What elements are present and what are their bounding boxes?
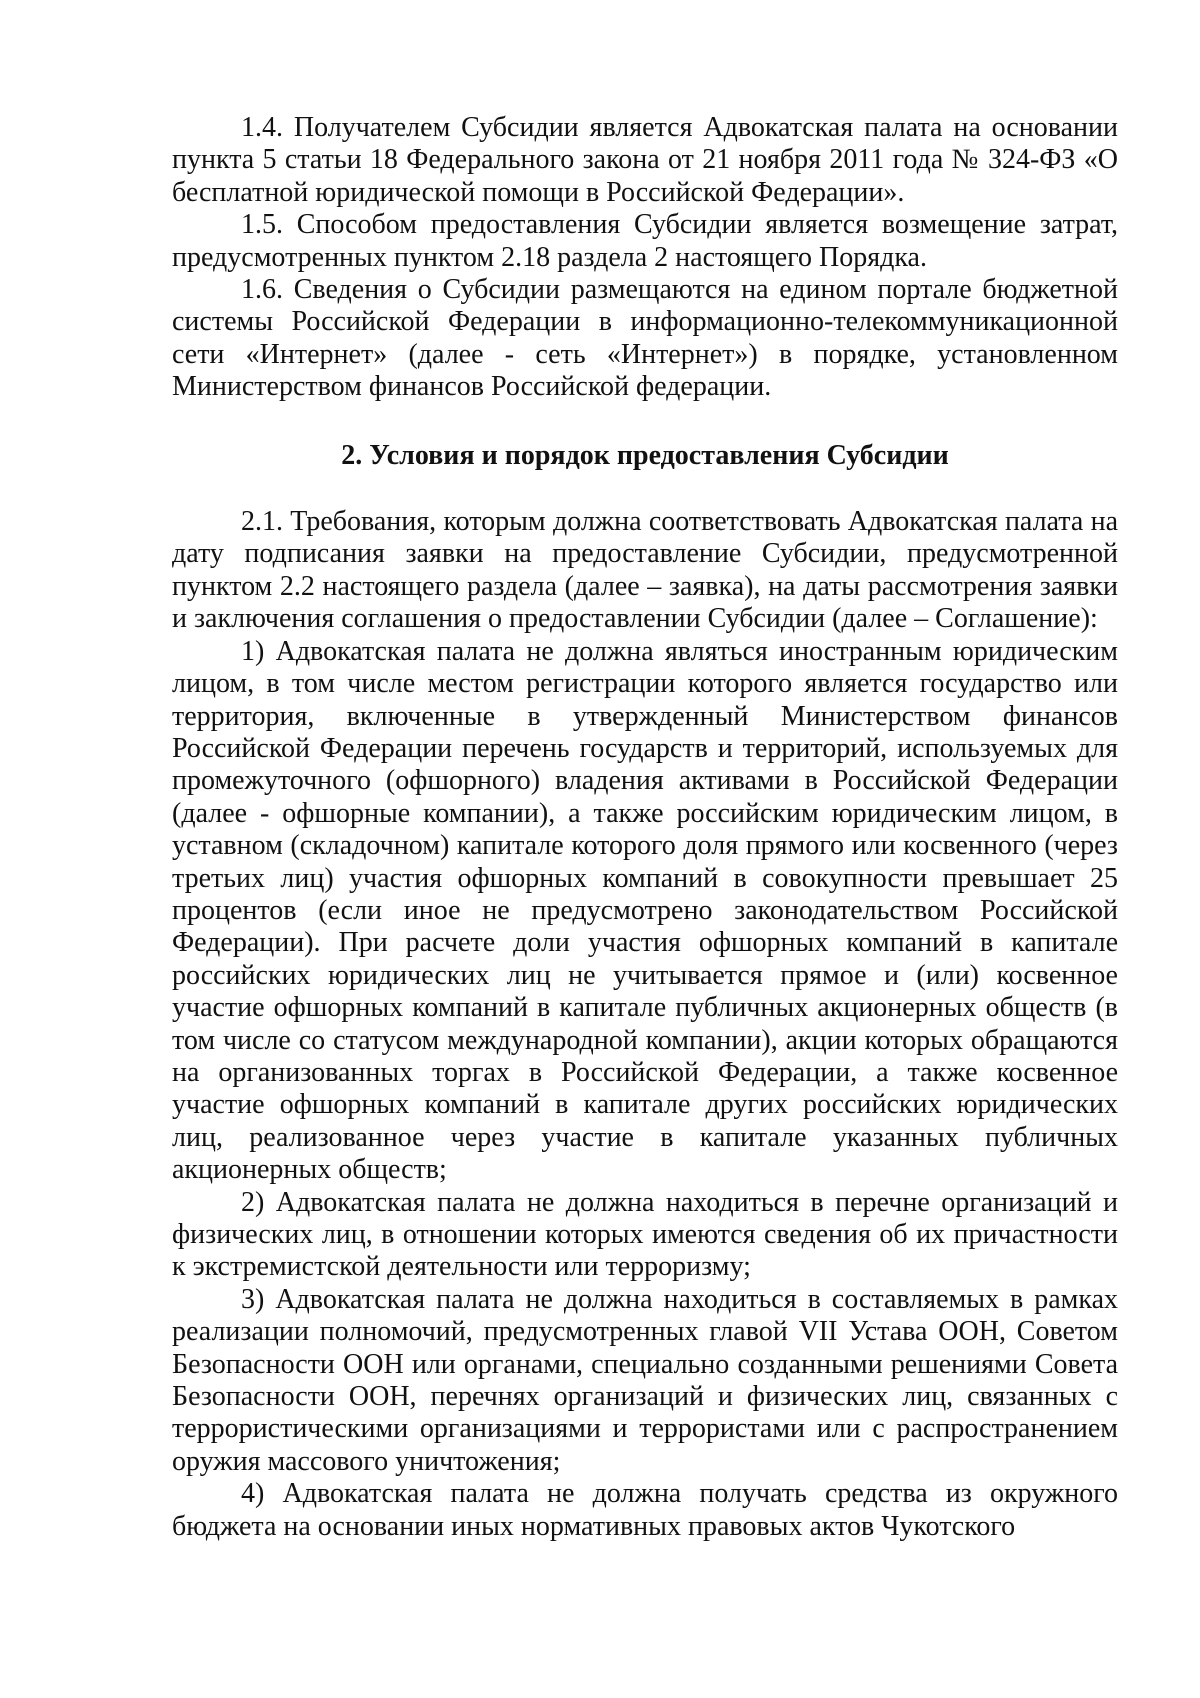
paragraph-2-1: 2.1. Требования, которым должна соответствовать Адвокатская палата на дату подписания заявки на предоставление Субсидии, предусмотренной пунктом 2.2 настоящего раздела (далее – заявка), на даты рассмотрения заявки и заключения соглашения о предоставлении Субсидии (далее – Соглашение): (172, 506, 1118, 635)
paragraph-1-6: 1.6. Сведения о Субсидии размещаются на едином портале бюджетной системы Российской Федерации в информационно-телекоммуникационной сети «Интернет» (далее - сеть «Интернет») в порядке, установленном Министерством финансов Российской федерации. (172, 274, 1118, 403)
section-heading: 2. Условия и порядок предоставления Субсидии (341, 439, 949, 471)
paragraph-1-4: 1.4. Получателем Субсидии является Адвокатская палата на основании пункта 5 статьи 18 Федерального закона от 21 ноября 2011 года № 324-ФЗ «О бесплатной юридической помощи в Российской Федерации». (172, 112, 1118, 208)
list-item-4: 4) Адвокатская палата не должна получать средства из окружного бюджета на основании иных нормативных правовых актов Чукотского (172, 1478, 1118, 1542)
paragraph-1-5: 1.5. Способом предоставления Субсидии является возмещение затрат, предусмотренных пунктом 2.18 раздела 2 настоящего Порядка. (172, 209, 1118, 273)
list-item-1: 1) Адвокатская палата не должна являться иностранным юридическим лицом, в том числе местом регистрации которого является государство или территория, включенные в утвержденный Министерством финансов Российской Федерации перечень государств и территорий, используемых для промежуточного (офшорного) владения активами в Российской Федерации (далее - офшорные компании), а также российским юридическим лицом, в уставном (складочном) капитале которого доля прямого или косвенного (через третьих лиц) участия офшорных компаний в совокупности превышает 25 процентов (если иное не предусмотрено законодательством Российской Федерации). При расчете доли участия офшорных компаний в капитале российских юридических лиц не учитывается прямое и (или) косвенное участие офшорных компаний в капитале публичных акционерных обществ (в том числе со статусом международной компании), акции которых обращаются на организованных торгах в Российской Федерации, а также косвенное участие офшорных компаний в капитале других российских юридических лиц, реализованное через участие в капитале указанных публичных акционерных обществ; (172, 635, 1118, 1186)
document-body (172, 112, 1118, 1543)
list-item-2: 2) Адвокатская палата не должна находиться в перечне организаций и физических лиц, в отношении которых имеются сведения об их причастности к экстремистской деятельности или терроризму; (172, 1186, 1118, 1283)
list-item-3: 3) Адвокатская палата не должна находиться в составляемых в рамках реализации полномочий, предусмотренных главой VII Устава ООН, Советом Безопасности ООН или органами, специально созданными решениями Совета Безопасности ООН, перечнях организаций и физических лиц, связанных с террористическими организациями и террористами или с распространением оружия массового уничтожения; (172, 1283, 1118, 1477)
